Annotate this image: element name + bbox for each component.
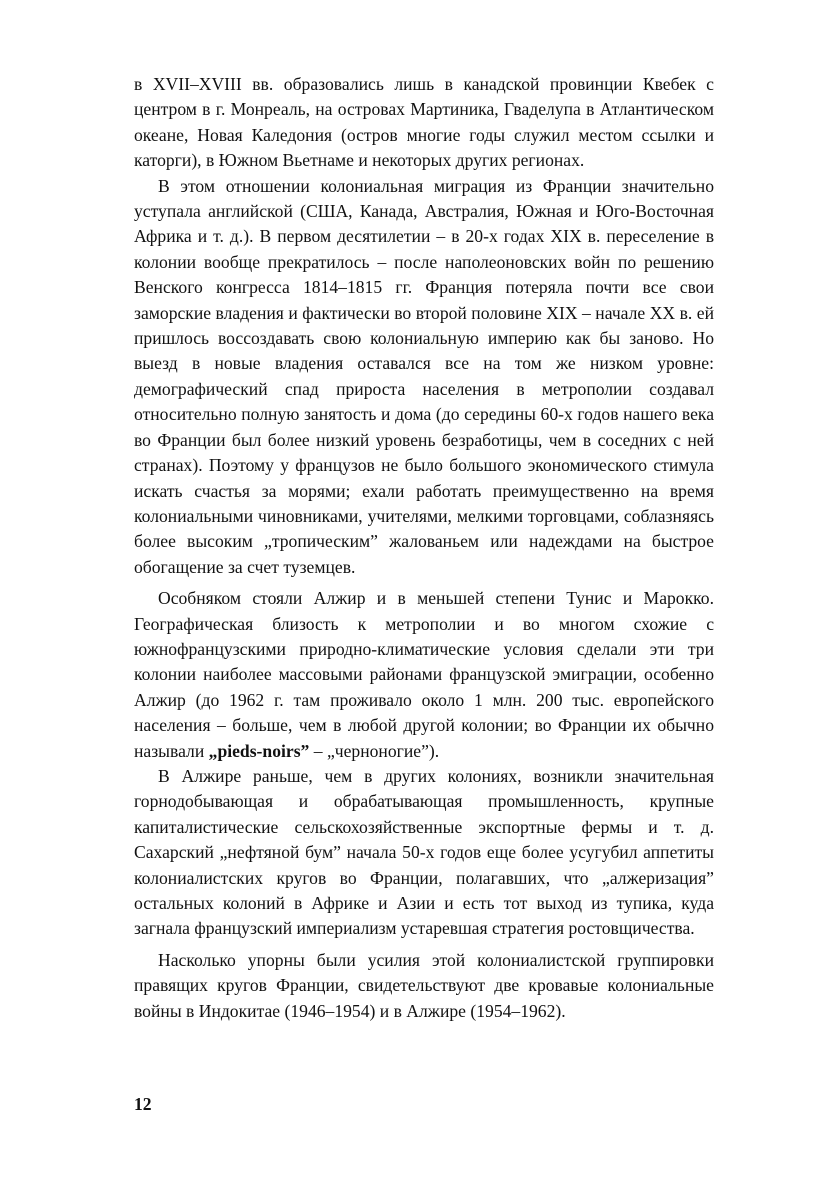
- paragraph-3: [134, 586, 714, 764]
- paragraph-1: в XVII–XVIII вв. образовались лишь в канадской провинции Квебек с центром в г. Монреаль, на островах Мартиника, Гваделупа в Атлантическом океане, Новая Каледония (остров многие годы служил местом ссылки и каторги), в Южном Вьетнаме и некоторых других регионах.: [134, 74, 714, 171]
- paragraph-2: В этом отношении колониальная миграция из Франции значительно уступала английской (США, Канада, Австралия, Южная и Юго-Восточная Африка и т. д.). В первом десятилетии – в 20-х годах XIX в. переселение в колонии вообще прекратилось – после наполеоновских войн по решению Венского конгресса 1814–1815 гг. Франция потеряла почти все свои заморские владения и фактически во второй половине XIX – начале XX в. ей пришлось воссоздавать свою колониальную империю как бы заново. Но выезд в новые владения оставался все на том же низком уровне: демографический спад прироста населения в метрополии создавал относительно полную занятость и дома (до середины 60-х годов нашего века во Франции был более низкий уровень безработицы, чем в соседних с ней странах). Поэтому у французов не было большого экономического стимула искать счастья за морями; ехали работать преимущественно на время колониальными чиновниками, учителями, мелкими торговцами, соблазняясь более высоким „тропическим” жалованьем или надеждами на быстрое обогащение за счет туземцев.: [134, 175, 714, 577]
- pieds-noirs-translation: – „черноногие”).: [309, 740, 440, 761]
- paragraph-5: Насколько упорны были усилия этой колониалистской группировки правящих кругов Франции, свидетельствуют две кровавые колониальные войны в Индокитае (1946–1954) и в Алжире (1954–1962).: [134, 949, 714, 1021]
- pieds-noirs-term: „pieds-noirs”: [208, 740, 310, 761]
- page-body: [134, 72, 714, 1024]
- paragraph-3-text: Особняком стояли Алжир и в меньшей степени Тунис и Марокко. Географическая близость к метрополии и во многом схожие с южнофранцузскими природно-климатические условия сделали эти три колонии наиболее массовыми районами французской эмиграции, особенно Алжир (до 1962 г. там проживало около 1 млн. 200 тыс. европейского населения – больше, чем в любой другой колонии; во Франции их обычно называли: [134, 588, 714, 761]
- paragraph-4: В Алжире раньше, чем в других колониях, возникли значительная горнодобывающая и обрабатывающая промышленность, крупные капиталистические сельскохозяйственные экспортные фермы и т. д. Сахарский „нефтяной бум” начала 50-х годов еще более усугубил аппетиты колониалистских кругов во Франции, полагавших, что „алжеризация” остальных колоний в Африке и Азии и есть тот выход из тупика, куда загнала французский империализм устаревшая стратегия ростовщичества.: [134, 765, 714, 939]
- page-number: 12: [134, 1094, 152, 1114]
